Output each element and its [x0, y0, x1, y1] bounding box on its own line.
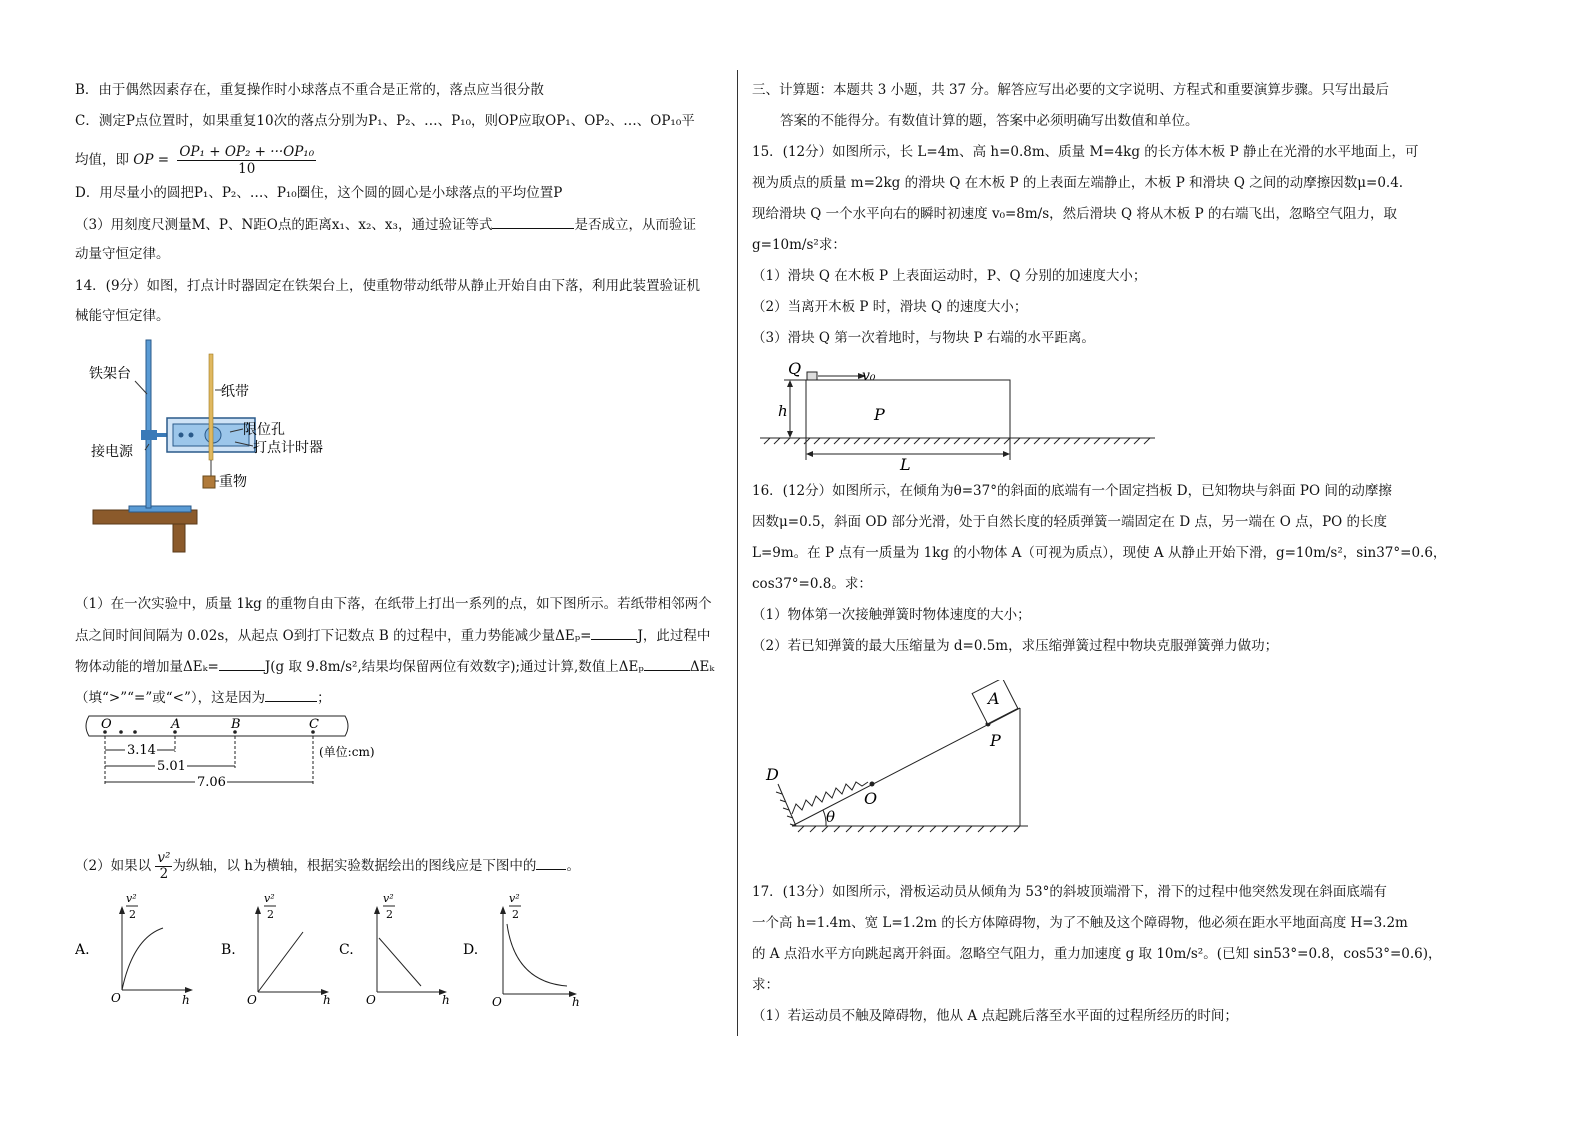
- stand-base: [129, 506, 191, 512]
- length-arrow-right: [1003, 451, 1010, 457]
- origin-label: O: [366, 993, 376, 1007]
- q16-stem-line4: cos37°=0.8。求：: [752, 576, 872, 592]
- graph-a[interactable]: [111, 892, 193, 1007]
- curve-concave: [122, 928, 163, 990]
- weight: [203, 476, 215, 488]
- option-c-label: C.: [339, 942, 354, 958]
- q14-part1-text-g: ；: [317, 690, 331, 706]
- q14-part2-text-c: 。: [566, 858, 580, 874]
- timer-terminal: [179, 433, 184, 438]
- stand-clamp: [141, 430, 157, 440]
- option-a-label: A.: [75, 942, 90, 958]
- q15-sub2: （2）当离开木板 P 时，滑块 Q 的速度大小；: [752, 299, 1028, 315]
- fraction-numerator: v²: [157, 850, 171, 866]
- graph-d[interactable]: [492, 892, 580, 1009]
- q15-sub3: （3）滑块 Q 第一次着地时，与物块 P 右端的水平距离。: [752, 330, 1095, 346]
- label-p: P: [874, 405, 885, 424]
- label-v0: v₀: [862, 368, 876, 384]
- q14-stem-line1: 14．(9分）如图，打点计时器固定在铁架台上，使重物带动纸带从静止开始自由下落，利用此装置验证机: [75, 278, 701, 294]
- label-power: 接电源: [91, 444, 133, 460]
- decreasing-line: [379, 938, 421, 986]
- label-l: L: [900, 455, 911, 474]
- q14-part1-text-f: （填“>”“=”或“<”），这是因为: [75, 690, 266, 706]
- tape-point-b: B: [231, 717, 241, 732]
- paper-tape: [209, 354, 213, 460]
- x-label: h: [442, 993, 450, 1007]
- q13-part3-line1: [75, 214, 696, 235]
- label-weight: 重物: [219, 474, 247, 490]
- incline-figure: [762, 680, 1052, 840]
- q13-part3-text-b: 是否成立，从而验证: [574, 217, 696, 233]
- answer-blank[interactable]: [492, 214, 574, 229]
- y-label-num: v²: [509, 892, 520, 905]
- label-paper-tape: 纸带: [221, 384, 249, 400]
- tape-dot: [119, 730, 123, 734]
- section3-heading-line2: 答案的不能得分。有数值计算的题，答案中必须明确写出数值和单位。: [780, 113, 1199, 129]
- y-arrow: [255, 906, 261, 914]
- leader-line: [135, 381, 147, 394]
- tape-figure: [83, 712, 393, 792]
- option-d-label: D.: [463, 942, 479, 958]
- answer-blank[interactable]: [644, 656, 690, 671]
- x-label: h: [572, 995, 580, 1009]
- q17-stem-line4: 求：: [752, 977, 779, 993]
- q15-stem-line1: 15．(12分）如图所示，长 L=4m、高 h=0.8m、质量 M=4kg 的长方体木板 P 静止在光滑的水平地面上，可: [752, 144, 1419, 160]
- tape-point-c: C: [309, 717, 319, 732]
- q16-stem-line2: 因数μ=0.5，斜面 OD 部分光滑，处于自然长度的轻质弹簧一端固定在 D 点，另一端在 O 点，PO 的长度: [752, 514, 1388, 530]
- label-q: Q: [788, 359, 802, 378]
- answer-blank[interactable]: [265, 687, 317, 702]
- graph-options: [75, 890, 595, 1010]
- ground-hatch: [764, 438, 1150, 444]
- label-a: A: [988, 689, 1000, 708]
- origin-label: O: [492, 995, 502, 1009]
- q17-stem-line3: 的 A 点沿水平方向跳起离开斜面。忽略空气阻力，重力加速度 g 取 10m/s²。(已知 sin53°=0.8，cos53°=0.6)，: [752, 946, 1442, 962]
- q13-option-c-line2: [75, 144, 316, 177]
- q16-sub1: （1）物体第一次接触弹簧时物体速度的大小；: [752, 607, 1031, 623]
- q14-part1-text-c: 物体动能的增加量ΔEₖ=: [75, 659, 219, 675]
- q14-part1-line3: [75, 656, 714, 677]
- q13-option-d: D．用尽量小的圆把P₁、P₂、…、P₁₀圈住，这个圆的圆心是小球落点的平均位置P: [75, 185, 563, 201]
- q16-stem-line1: 16．(12分）如图所示，在倾角为θ=37°的斜面的底端有一个固定挡板 D，已知物块与斜面 PO 间的动摩擦: [752, 483, 1392, 499]
- distance-ob: 5.01: [157, 759, 186, 774]
- q15-sub1: （1）滑块 Q 在木板 P 上表面运动时，P、Q 分别的加速度大小；: [752, 268, 1147, 284]
- q14-part1-text-d: J(g 取 9.8m/s²,结果均保留两位有效数字);通过计算,数值上ΔEₚ: [264, 659, 644, 675]
- q14-part2-fraction: [155, 851, 172, 882]
- q13-option-b: B．由于偶然因素存在，重复操作时小球落点不重合是正常的，落点应当很分散: [75, 82, 544, 98]
- y-label-den: 2: [386, 908, 393, 921]
- label-theta: θ: [826, 808, 836, 826]
- label-p: P: [990, 731, 1001, 750]
- q17-sub1: （1）若运动员不触及障碍物，他从 A 点起跳后落至水平面的过程所经历的时间；: [752, 1008, 1238, 1024]
- y-arrow: [374, 906, 380, 914]
- q15-stem-line3: 现给滑块 Q 一个水平向右的瞬时初速度 v₀=8m/s，然后滑块 Q 将从木板 P 的右端飞出，忽略空气阻力，取: [752, 206, 1397, 222]
- q16-sub2: （2）若已知弹簧的最大压缩量为 d=0.5m，求压缩弹簧过程中物块克服弹簧弹力做功；: [752, 638, 1279, 654]
- q16-stem-line3: L=9m。在 P 点有一质量为 1kg 的小物体 A（可视为质点），现使 A 从静止开始下滑，g=10m/s²，sin37°=0.6，: [752, 545, 1447, 561]
- q13-formula-numerator: OP₁ + OP₂ + ···OP₁₀: [179, 144, 315, 160]
- stand-rod: [146, 340, 151, 508]
- y-label-den: 2: [512, 908, 519, 921]
- height-arrow-bottom: [787, 431, 793, 438]
- q13-c-text: 均值，即: [75, 152, 129, 168]
- fraction-denominator: 2: [159, 866, 169, 882]
- tape-point-a: A: [171, 717, 181, 732]
- q14-part1-text-a: 点之间时间间隔为 0.02s，从起点 O到打下记数点 B 的过程中，重力势能减少量ΔEₚ=: [75, 628, 592, 644]
- y-label-den: 2: [129, 908, 136, 921]
- answer-blank[interactable]: [591, 625, 637, 640]
- label-h: h: [778, 402, 788, 420]
- origin-label: O: [111, 991, 121, 1005]
- board-block-figure: [760, 358, 1160, 476]
- board-p: [806, 380, 1010, 438]
- y-label-num: v²: [126, 892, 137, 905]
- y-arrow: [119, 906, 125, 914]
- timer-terminal: [189, 433, 194, 438]
- ground-hatch: [798, 826, 1020, 832]
- q14-part2-line: [75, 846, 580, 886]
- q14-part2-text-b: 为纵轴，以 h为横轴，根据实验数据绘出的图线应是下图中的: [172, 858, 537, 874]
- q14-part1-text-e: ΔEₖ: [689, 659, 715, 675]
- y-label-num: v²: [264, 892, 275, 905]
- label-o: O: [864, 789, 878, 808]
- q17-stem-line1: 17．(13分）如图所示，滑板运动员从倾角为 53°的斜坡顶端滑下，滑下的过程中他突然发现在斜面底端有: [752, 884, 1387, 900]
- apparatus-figure: [85, 334, 375, 556]
- x-label: h: [323, 993, 331, 1007]
- q13-option-c-line1: C．测定P点位置时，如果重复10次的落点分别为P₁、P₂、…、P₁₀，则OP应取OP₁、OP₂、…、OP₁₀平: [75, 113, 695, 129]
- length-arrow-left: [806, 451, 813, 457]
- y-arrow: [500, 906, 506, 914]
- graph-c[interactable]: [366, 892, 450, 1007]
- section3-heading-line1: 三、计算题：本题共 3 小题，共 37 分。解答应写出必要的文字说明、方程式和重要演算步骤。只写出最后: [752, 82, 1389, 98]
- distance-oa: 3.14: [127, 743, 156, 758]
- unit-label: (单位:cm): [319, 745, 375, 759]
- q13-formula-fraction: [177, 144, 316, 177]
- block-q: [807, 372, 817, 380]
- x-label: h: [182, 993, 190, 1007]
- tape-point-o: O: [101, 717, 112, 732]
- graph-b[interactable]: [247, 892, 331, 1007]
- q13-formula-lhs: OP =: [133, 152, 170, 168]
- table-leg: [173, 524, 185, 552]
- label-d: D: [766, 765, 779, 784]
- q14-stem-line2: 械能守恒定律。: [75, 308, 170, 324]
- q14-part1-text-b: J，此过程中: [637, 628, 711, 644]
- barrier-hatch: [776, 792, 796, 826]
- height-arrow-top: [787, 380, 793, 387]
- q15-stem-line2: 视为质点的质量 m=2kg 的滑块 Q 在木板 P 的上表面左端静止，木板 P 和滑块 Q 之间的动摩擦因数μ=0.4.: [752, 175, 1404, 191]
- straight-line: [258, 932, 303, 992]
- answer-blank[interactable]: [536, 855, 566, 870]
- q14-part1-line2: [75, 625, 710, 646]
- tape-dot: [133, 730, 137, 734]
- q13-part3-text-a: （3）用刻度尺测量M、P、N距O点的距离x₁、x₂、x₃，通过验证等式: [75, 217, 493, 233]
- barrier-d: [778, 784, 796, 826]
- label-limit-hole: 限位孔: [243, 422, 285, 438]
- q14-part1-line4: [75, 687, 331, 708]
- decreasing-curve: [507, 924, 567, 986]
- q17-stem-line2: 一个高 h=1.4m、宽 L=1.2m 的长方体障碍物，为了不触及这个障碍物，他必须在距水平地面高度 H=3.2m: [752, 915, 1408, 931]
- distance-oc: 7.06: [197, 775, 226, 790]
- label-iron-stand: 铁架台: [89, 366, 131, 382]
- column-divider: [737, 70, 738, 1036]
- y-label-den: 2: [267, 908, 274, 921]
- q13-formula-denominator: 10: [238, 161, 256, 177]
- q14-part2-text-a: （2）如果以: [75, 858, 152, 874]
- q15-stem-line4: g=10m/s²求：: [752, 237, 846, 253]
- point-o: [870, 782, 875, 787]
- option-b-label: B.: [221, 942, 236, 958]
- answer-blank[interactable]: [219, 656, 265, 671]
- q14-part1-line1: （1）在一次实验中，质量 1kg 的重物自由下落，在纸带上打出一系列的点，如下图所示。若纸带相邻两个: [75, 596, 712, 612]
- y-label-num: v²: [383, 892, 394, 905]
- origin-label: O: [247, 993, 257, 1007]
- label-ticker-timer: 打点计时器: [253, 440, 323, 456]
- q13-part3-line2: 动量守恒定律。: [75, 246, 170, 262]
